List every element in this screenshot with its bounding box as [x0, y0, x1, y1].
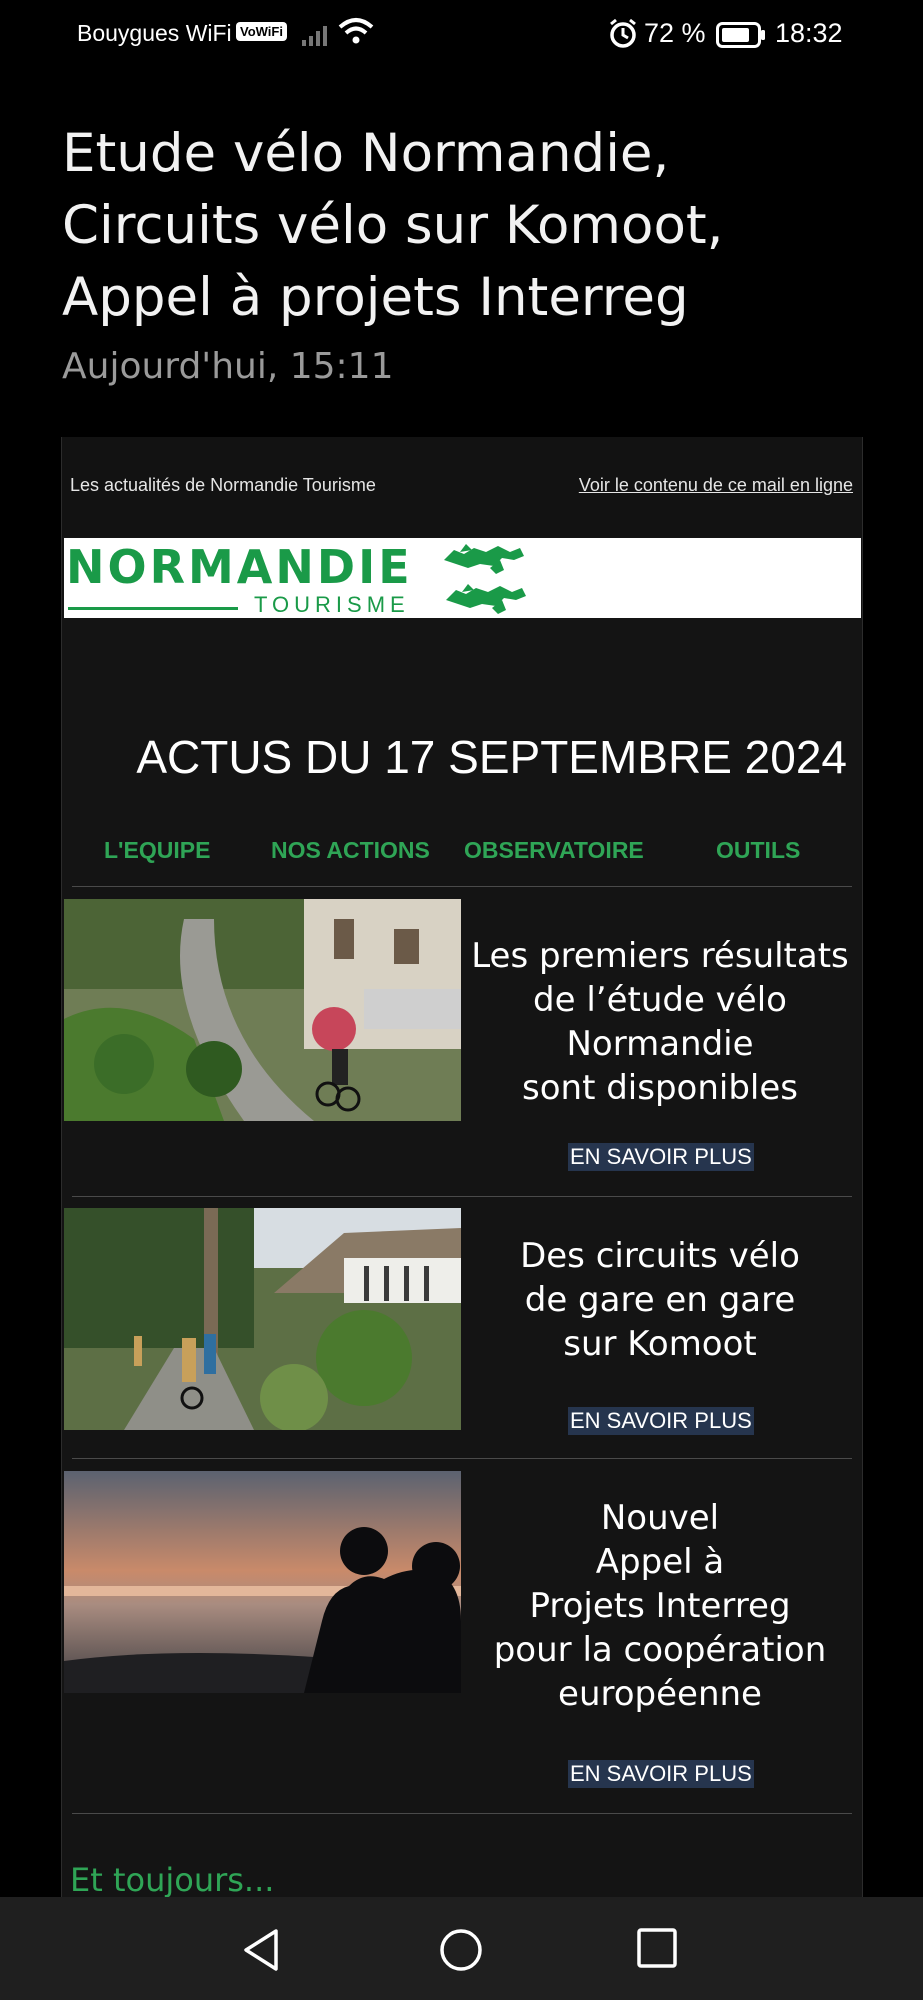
divider: [72, 1458, 852, 1459]
article-title: [470, 1234, 850, 1366]
logo-subtitle: TOURISME: [254, 592, 410, 617]
article-title-line: Projets Interreg: [529, 1586, 791, 1626]
system-nav-bar: [0, 1897, 923, 2000]
newsletter-nav: [62, 837, 862, 877]
battery-percent: 72 %: [644, 18, 706, 48]
preheader-text: Les actualités de Normandie Tourisme: [70, 475, 376, 495]
clock: 18:32: [775, 18, 843, 48]
read-more-button[interactable]: EN SAVOIR PLUS: [570, 1408, 752, 1433]
section-heading: Et toujours...: [70, 1861, 275, 1897]
divider: [72, 1813, 852, 1814]
read-more-button[interactable]: EN SAVOIR PLUS: [570, 1144, 752, 1169]
read-more-button[interactable]: EN SAVOIR PLUS: [570, 1761, 752, 1786]
logo-banner[interactable]: [64, 538, 861, 618]
article-title-line: Nouvel: [600, 1498, 720, 1538]
nav-observatoire-link[interactable]: OBSERVATOIRE: [464, 837, 644, 863]
article-title-line: Des circuits vélo: [520, 1236, 800, 1276]
wifi-icon: [338, 16, 374, 48]
email-date: Aujourd'hui, 15:11: [62, 346, 394, 387]
article-title-line: Normandie: [566, 1024, 754, 1064]
nav-equipe-link[interactable]: L'EQUIPE: [104, 837, 211, 863]
article-image-cottage[interactable]: [64, 1208, 461, 1430]
email-body: [61, 437, 863, 1897]
logo-wordmark: NORMANDIE: [66, 540, 413, 594]
article-title-line: de l’étude vélo: [533, 980, 787, 1020]
divider: [72, 1196, 852, 1197]
article-title-line: européenne: [558, 1674, 762, 1714]
nav-outils-link[interactable]: OUTILS: [716, 837, 801, 863]
status-bar: [0, 0, 923, 70]
article-title-line: sur Komoot: [563, 1324, 757, 1364]
signal-icon: [302, 24, 330, 46]
article-title-line: sont disponibles: [522, 1068, 798, 1108]
article-title-line: de gare en gare: [524, 1280, 796, 1320]
recents-icon[interactable]: [636, 1927, 678, 1969]
article-title: [470, 1496, 850, 1716]
alarm-icon: [608, 18, 638, 50]
lions-icon: [440, 540, 530, 616]
email-subject: Etude vélo Normandie, Circuits vélo sur Komoot, Appel à projets Interreg: [62, 123, 724, 328]
battery-icon: [716, 22, 766, 48]
newsletter-headline: ACTUS DU 17 SEPTEMBRE 2024: [136, 731, 847, 783]
divider: [72, 886, 852, 887]
logo-rule: [68, 607, 238, 610]
article-title-line: Les premiers résultats: [471, 936, 849, 976]
email-preheader-bar: [62, 437, 862, 537]
home-icon[interactable]: [438, 1927, 484, 1973]
article-title-line: Appel à: [595, 1542, 725, 1582]
nav-actions-link[interactable]: NOS ACTIONS: [271, 837, 430, 863]
article-title-line: pour la coopération: [493, 1630, 827, 1670]
carrier-name: Bouygues WiFi: [77, 20, 232, 46]
article-title: [470, 934, 850, 1110]
vowifi-badge: VoWiFi: [236, 22, 287, 41]
view-online-link[interactable]: Voir le contenu de ce mail en ligne: [578, 475, 853, 495]
article-image-village[interactable]: [64, 899, 461, 1121]
article-image-sunset[interactable]: [64, 1471, 461, 1693]
back-icon[interactable]: [240, 1927, 284, 1973]
